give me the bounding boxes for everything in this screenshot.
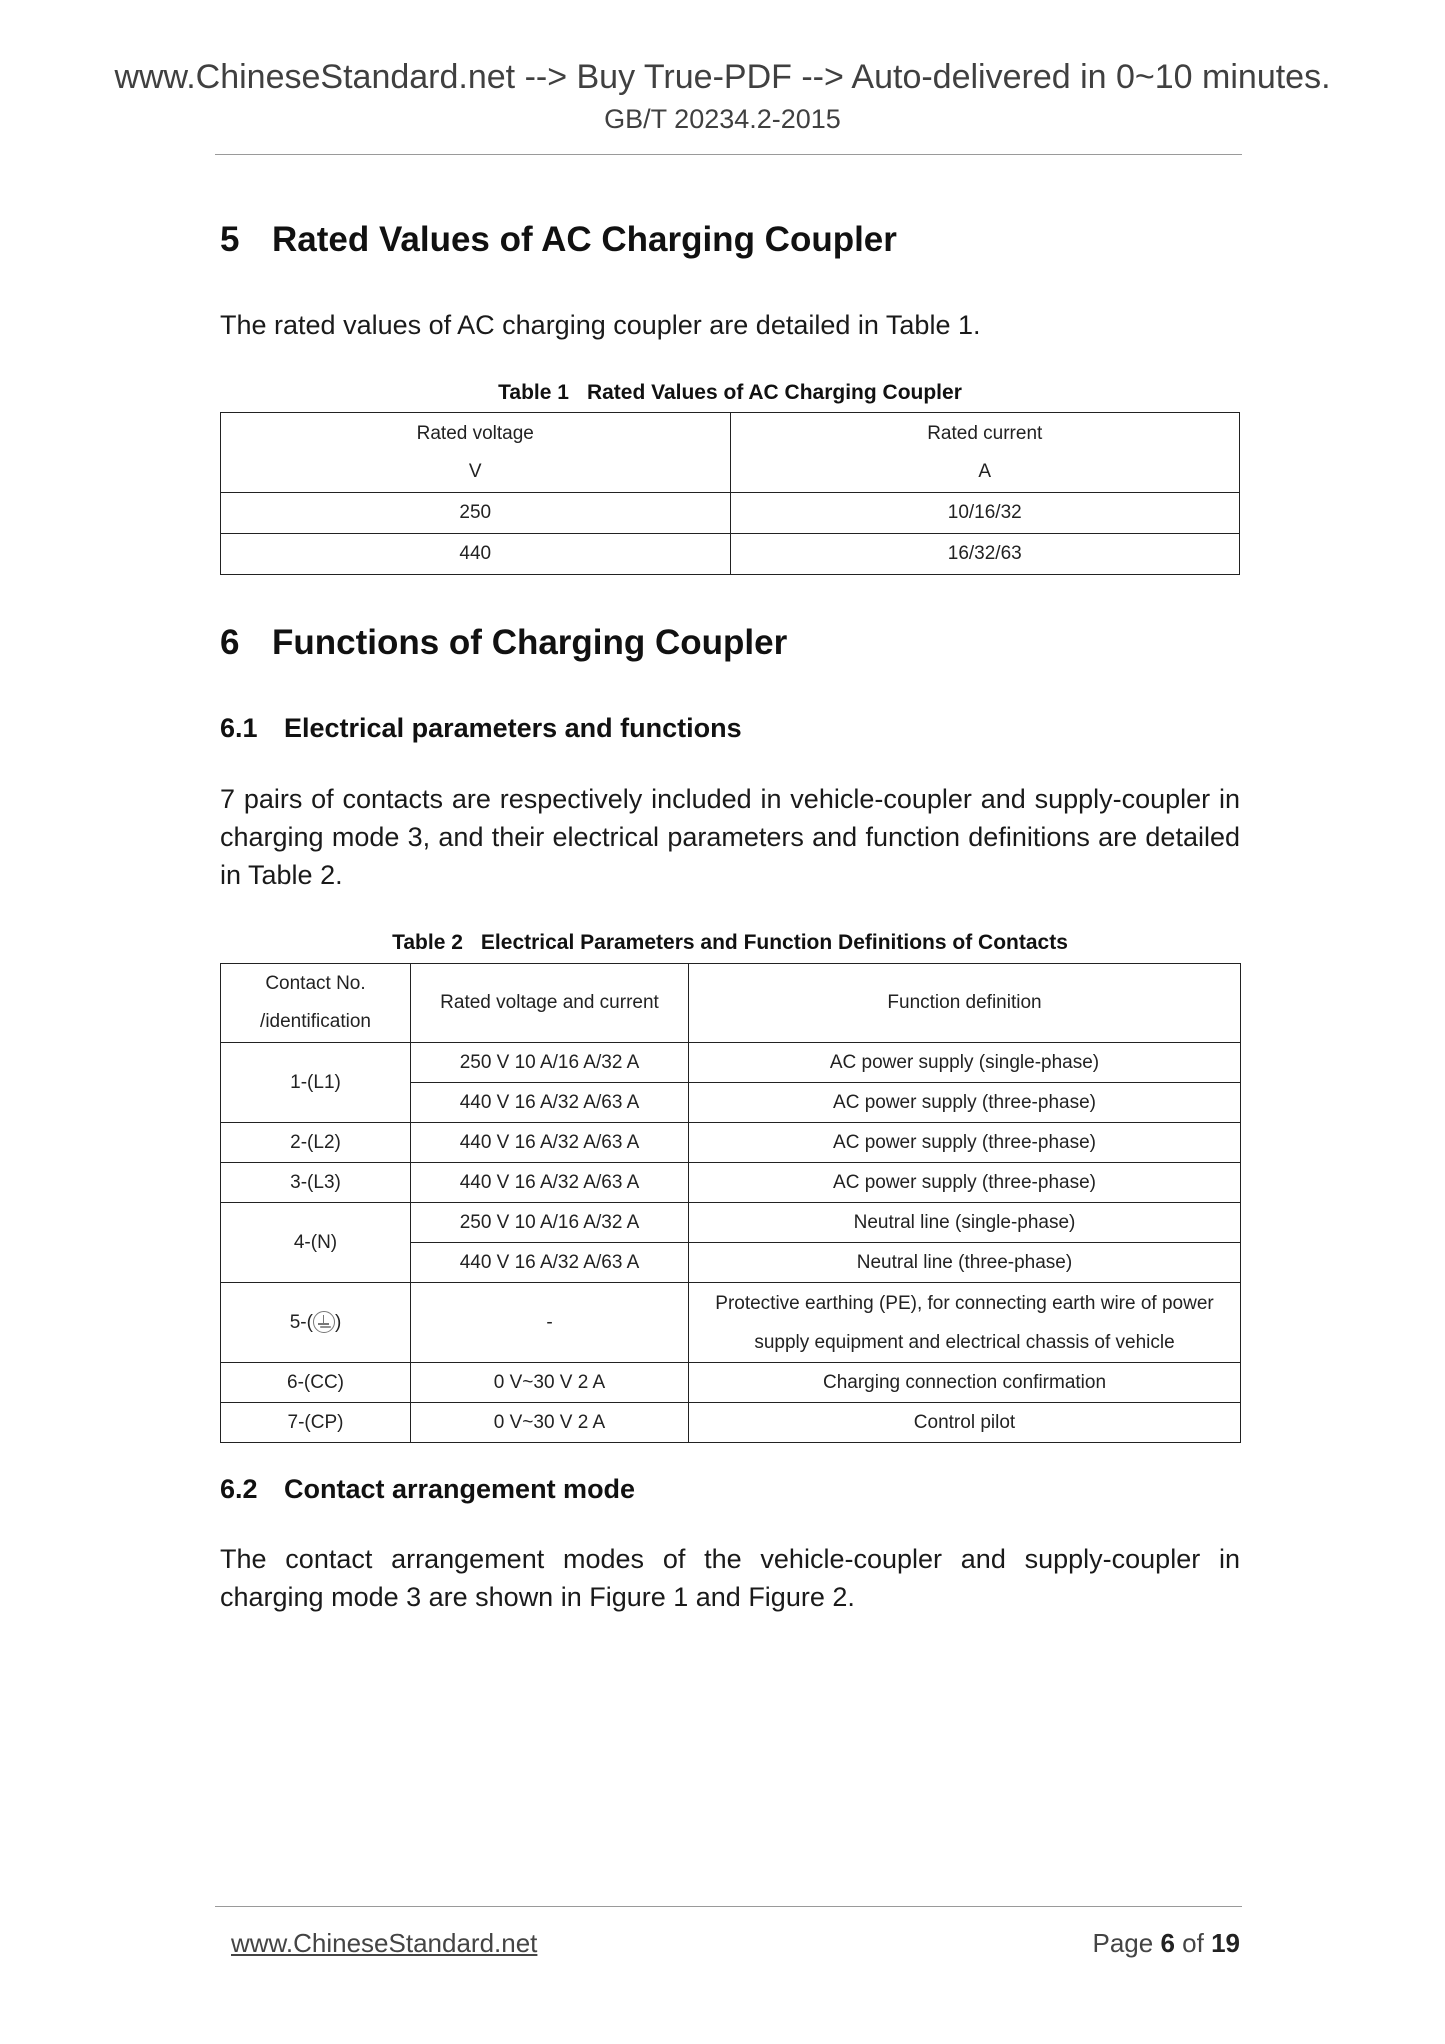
footer-divider — [215, 1906, 1242, 1907]
table-row — [221, 534, 1240, 575]
table-cell: 440 V 16 A/32 A/63 A — [411, 1243, 689, 1283]
table-cell: Protective earthing (PE), for connecting earth wire of power supply equipment and electrical chassis of vehicle — [689, 1283, 1241, 1363]
section-6-title: Functions of Charging Coupler — [272, 623, 788, 662]
table-row — [221, 1403, 1241, 1443]
table-row — [221, 964, 1241, 1043]
header-divider — [215, 154, 1242, 155]
table-cell: AC power supply (three-phase) — [689, 1083, 1241, 1123]
section-6-heading — [220, 623, 787, 663]
table-cell: 250 — [221, 493, 731, 534]
table-cell: 1-(L1) — [221, 1043, 411, 1123]
table-row — [221, 1363, 1241, 1403]
protective-earth-icon — [313, 1311, 335, 1333]
section-6-1-heading — [220, 713, 742, 744]
table-row — [221, 413, 1240, 493]
table-row — [221, 1283, 1241, 1363]
table-2 — [220, 963, 1241, 1443]
table-cell: AC power supply (three-phase) — [689, 1123, 1241, 1163]
table-row — [221, 1203, 1241, 1243]
section-6-1-title: Electrical parameters and functions — [284, 713, 742, 743]
table-cell: 0 V~30 V 2 A — [411, 1403, 689, 1443]
table-row — [221, 1043, 1241, 1083]
table-cell: Charging connection confirmation — [689, 1363, 1241, 1403]
table-2-title: Electrical Parameters and Function Definitions of Contacts — [480, 931, 1068, 954]
section-5-heading — [220, 220, 897, 260]
table-1 — [220, 412, 1240, 575]
footer-site-link[interactable]: www.ChineseStandard.net — [231, 1928, 538, 1958]
table-cell: 440 V 16 A/32 A/63 A — [411, 1123, 689, 1163]
table-cell: Neutral line (single-phase) — [689, 1203, 1241, 1243]
table-header-cell: Rated current A — [730, 413, 1240, 493]
table-cell: 3-(L3) — [221, 1163, 411, 1203]
table-1-title: Rated Values of AC Charging Coupler — [586, 381, 962, 404]
section-5-intro: The rated values of AC charging coupler are detailed in Table 1. — [220, 310, 981, 340]
header-banner[interactable]: www.ChineseStandard.net --> Buy True-PDF --> Auto-delivered in 0~10 minutes. — [114, 58, 1331, 96]
section-6-number: 6 — [220, 623, 240, 662]
table-cell: AC power supply (three-phase) — [689, 1163, 1241, 1203]
table-cell: 16/32/63 — [730, 534, 1240, 575]
section-6-2-heading — [220, 1474, 635, 1505]
table-cell: 10/16/32 — [730, 493, 1240, 534]
standard-number: GB/T 20234.2-2015 — [604, 104, 841, 134]
table-cell: 440 V 16 A/32 A/63 A — [411, 1163, 689, 1203]
table-1-caption — [220, 381, 1240, 405]
table-header-cell: Rated voltage and current — [411, 964, 689, 1043]
section-6-2-title: Contact arrangement mode — [284, 1474, 636, 1504]
table-header-cell: Rated voltage V — [221, 413, 731, 493]
table-row — [221, 1163, 1241, 1203]
table-cell: 2-(L2) — [221, 1123, 411, 1163]
table-cell: 250 V 10 A/16 A/32 A — [411, 1203, 689, 1243]
table-header-cell: Contact No. /identification — [221, 964, 411, 1043]
table-1-label: Table 1 — [498, 381, 569, 404]
page-indicator: Page 6 of 19 — [1092, 1928, 1240, 1958]
table-cell: 250 V 10 A/16 A/32 A — [411, 1043, 689, 1083]
table-cell: 440 V 16 A/32 A/63 A — [411, 1083, 689, 1123]
table-cell: 440 — [221, 534, 731, 575]
section-5-title: Rated Values of AC Charging Coupler — [272, 220, 897, 259]
table-cell: - — [411, 1283, 689, 1363]
table-header-cell: Function definition — [689, 964, 1241, 1043]
table-2-label: Table 2 — [392, 931, 463, 954]
section-6-1-number: 6.1 — [220, 713, 258, 743]
table-cell: AC power supply (single-phase) — [689, 1043, 1241, 1083]
table-cell: 6-(CC) — [221, 1363, 411, 1403]
section-6-2-body: The contact arrangement modes of the vehicle-coupler and supply-coupler in charging mode 3 are shown in Figure 1 and Figure 2. — [220, 1544, 1240, 1612]
section-5-number: 5 — [220, 220, 240, 259]
table-row — [221, 493, 1240, 534]
table-cell: 5-( ) — [221, 1283, 411, 1363]
section-6-2-number: 6.2 — [220, 1474, 258, 1504]
table-row — [221, 1123, 1241, 1163]
table-cell: Neutral line (three-phase) — [689, 1243, 1241, 1283]
table-cell: 4-(N) — [221, 1203, 411, 1283]
section-6-1-body: 7 pairs of contacts are respectively included in vehicle-coupler and supply-coupler in charging mode 3, and their electrical parameters and function definitions are detailed in Table 2. — [220, 784, 1240, 890]
total-pages: 19 — [1211, 1928, 1240, 1958]
table-2-caption — [220, 931, 1240, 955]
table-cell: 7-(CP) — [221, 1403, 411, 1443]
table-cell: Control pilot — [689, 1403, 1241, 1443]
table-cell: 0 V~30 V 2 A — [411, 1363, 689, 1403]
current-page-number: 6 — [1160, 1928, 1175, 1958]
